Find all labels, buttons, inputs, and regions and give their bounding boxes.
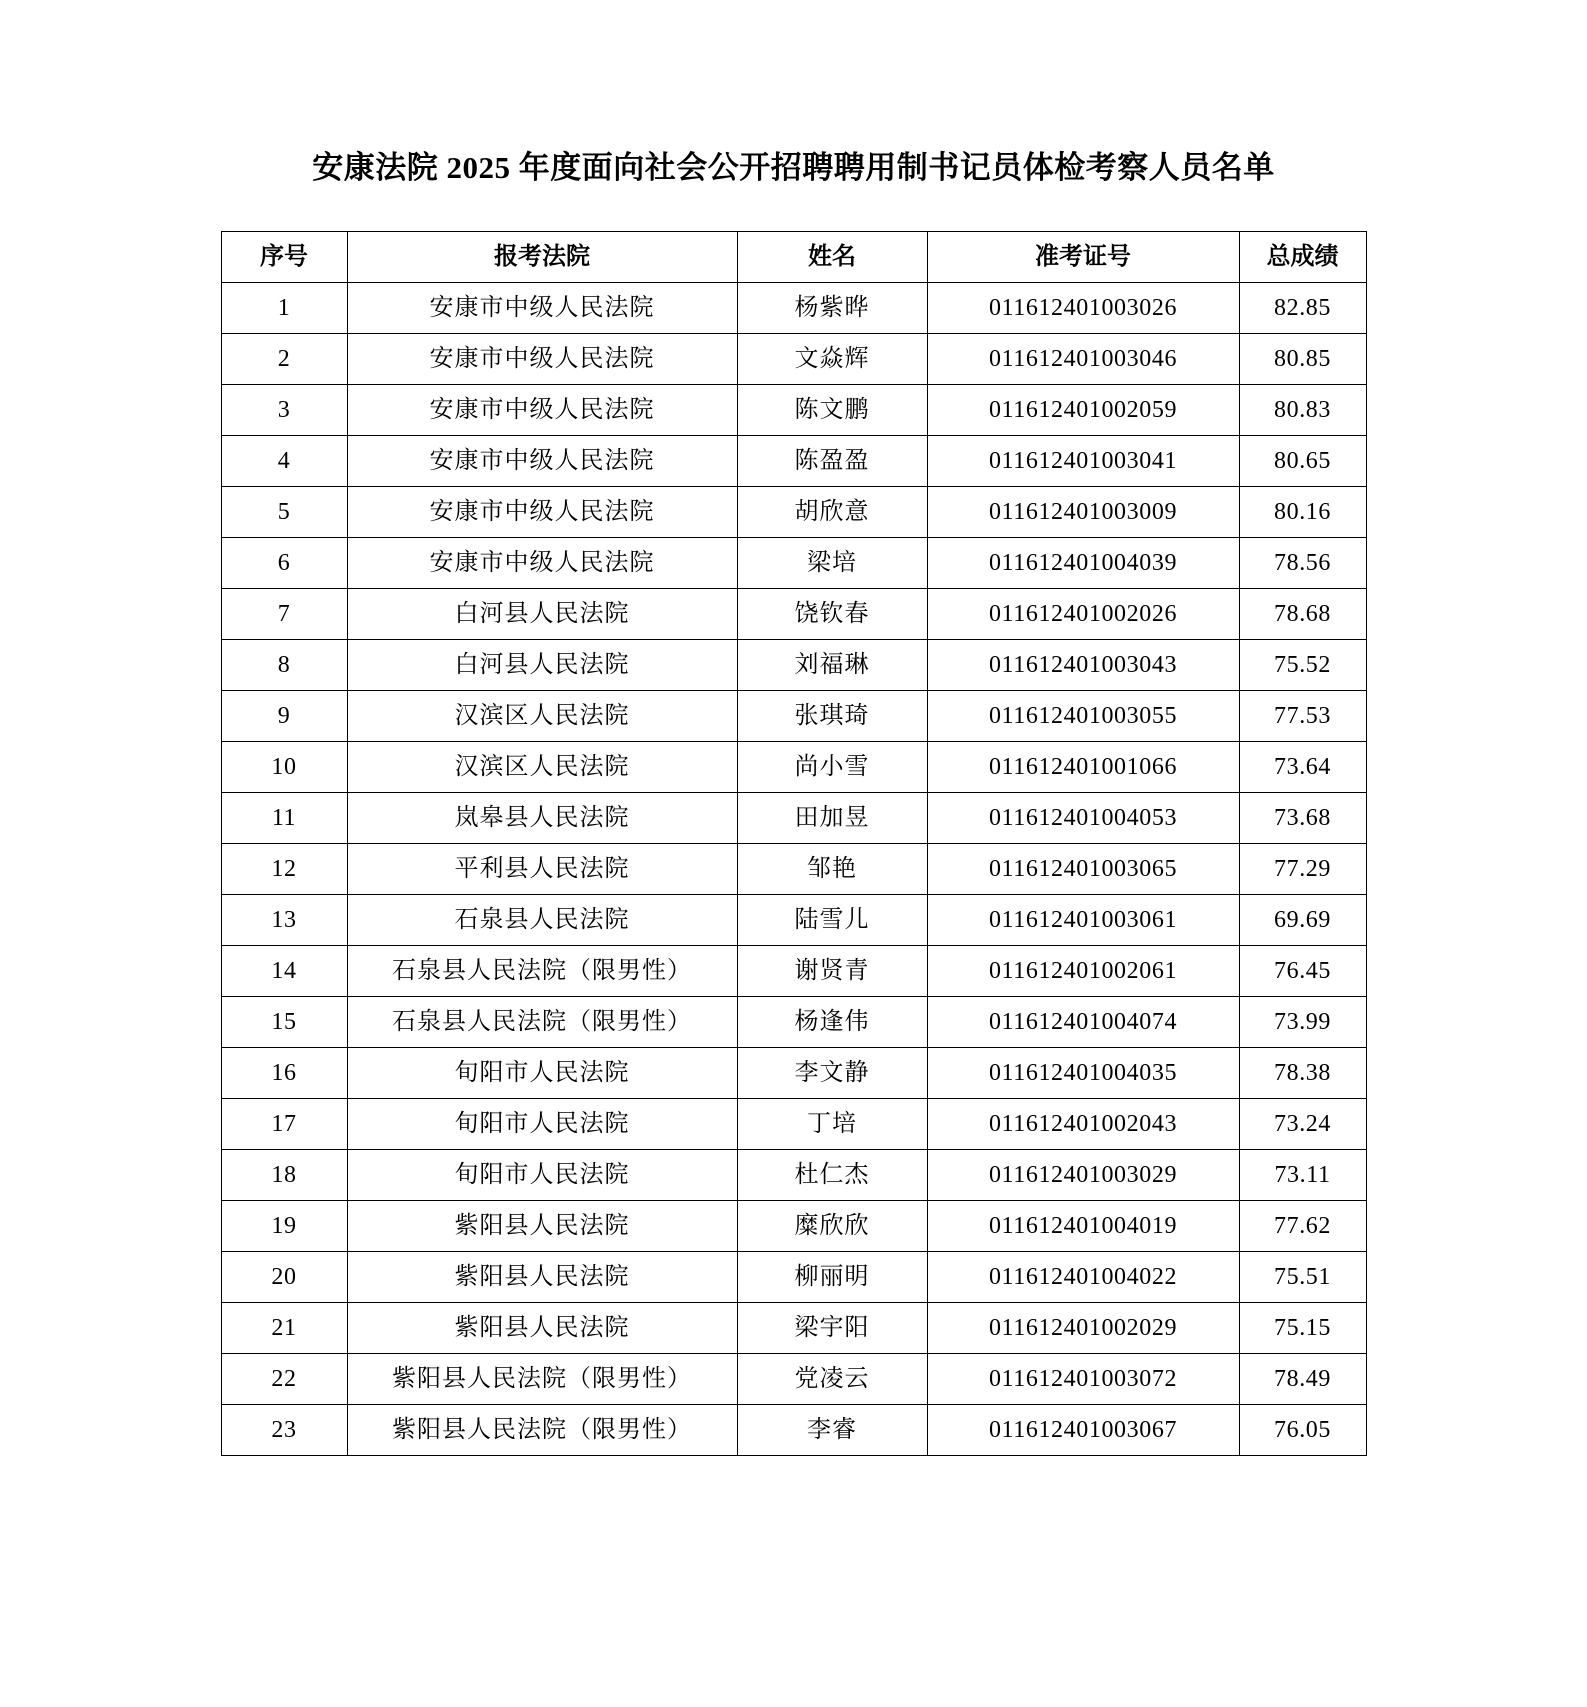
cell-name: 柳丽明 xyxy=(737,1252,927,1303)
cell-name: 丁培 xyxy=(737,1099,927,1150)
cell-court: 白河县人民法院 xyxy=(347,589,737,640)
cell-index: 14 xyxy=(221,946,347,997)
cell-score: 80.83 xyxy=(1239,385,1366,436)
table-row xyxy=(221,793,1366,844)
table-row xyxy=(221,283,1366,334)
cell-court: 紫阳县人民法院 xyxy=(347,1252,737,1303)
cell-ticket: 011612401003065 xyxy=(927,844,1239,895)
cell-score: 73.68 xyxy=(1239,793,1366,844)
cell-ticket: 011612401003055 xyxy=(927,691,1239,742)
cell-index: 17 xyxy=(221,1099,347,1150)
cell-ticket: 011612401003046 xyxy=(927,334,1239,385)
cell-court: 平利县人民法院 xyxy=(347,844,737,895)
cell-index: 6 xyxy=(221,538,347,589)
cell-court: 岚皋县人民法院 xyxy=(347,793,737,844)
cell-name: 杨紫晔 xyxy=(737,283,927,334)
cell-ticket: 011612401004074 xyxy=(927,997,1239,1048)
cell-score: 77.62 xyxy=(1239,1201,1366,1252)
table-row xyxy=(221,895,1366,946)
table-body xyxy=(221,283,1366,1456)
table-row xyxy=(221,997,1366,1048)
cell-ticket: 011612401003061 xyxy=(927,895,1239,946)
cell-ticket: 011612401003009 xyxy=(927,487,1239,538)
cell-name: 陈盈盈 xyxy=(737,436,927,487)
cell-score: 73.99 xyxy=(1239,997,1366,1048)
cell-index: 18 xyxy=(221,1150,347,1201)
cell-index: 16 xyxy=(221,1048,347,1099)
cell-name: 杨逢伟 xyxy=(737,997,927,1048)
table-row xyxy=(221,742,1366,793)
cell-court: 安康市中级人民法院 xyxy=(347,538,737,589)
cell-score: 77.29 xyxy=(1239,844,1366,895)
cell-ticket: 011612401002059 xyxy=(927,385,1239,436)
table-row xyxy=(221,640,1366,691)
cell-court: 汉滨区人民法院 xyxy=(347,691,737,742)
cell-name: 张琪琦 xyxy=(737,691,927,742)
cell-ticket: 011612401002029 xyxy=(927,1303,1239,1354)
roster-table xyxy=(221,231,1367,1456)
table-row xyxy=(221,436,1366,487)
cell-score: 80.85 xyxy=(1239,334,1366,385)
cell-name: 李睿 xyxy=(737,1405,927,1456)
cell-name: 杜仁杰 xyxy=(737,1150,927,1201)
table-row xyxy=(221,1354,1366,1405)
cell-ticket: 011612401004039 xyxy=(927,538,1239,589)
table-header-row xyxy=(221,232,1366,283)
cell-ticket: 011612401001066 xyxy=(927,742,1239,793)
cell-court: 石泉县人民法院（限男性） xyxy=(347,946,737,997)
table-row xyxy=(221,844,1366,895)
cell-score: 77.53 xyxy=(1239,691,1366,742)
table-row xyxy=(221,1252,1366,1303)
table-row xyxy=(221,946,1366,997)
cell-ticket: 011612401004019 xyxy=(927,1201,1239,1252)
cell-ticket: 011612401003041 xyxy=(927,436,1239,487)
cell-score: 78.38 xyxy=(1239,1048,1366,1099)
cell-court: 紫阳县人民法院（限男性） xyxy=(347,1405,737,1456)
cell-ticket: 011612401002043 xyxy=(927,1099,1239,1150)
cell-index: 7 xyxy=(221,589,347,640)
cell-score: 82.85 xyxy=(1239,283,1366,334)
cell-index: 2 xyxy=(221,334,347,385)
cell-name: 胡欣意 xyxy=(737,487,927,538)
cell-index: 10 xyxy=(221,742,347,793)
cell-name: 李文静 xyxy=(737,1048,927,1099)
cell-index: 11 xyxy=(221,793,347,844)
cell-index: 9 xyxy=(221,691,347,742)
cell-court: 旬阳市人民法院 xyxy=(347,1150,737,1201)
cell-court: 石泉县人民法院 xyxy=(347,895,737,946)
cell-court: 紫阳县人民法院 xyxy=(347,1303,737,1354)
cell-index: 21 xyxy=(221,1303,347,1354)
cell-ticket: 011612401002026 xyxy=(927,589,1239,640)
table-row xyxy=(221,1201,1366,1252)
cell-score: 73.11 xyxy=(1239,1150,1366,1201)
cell-index: 13 xyxy=(221,895,347,946)
cell-court: 安康市中级人民法院 xyxy=(347,283,737,334)
table-row xyxy=(221,1303,1366,1354)
cell-score: 69.69 xyxy=(1239,895,1366,946)
cell-ticket: 011612401003043 xyxy=(927,640,1239,691)
cell-name: 陈文鹏 xyxy=(737,385,927,436)
table-row xyxy=(221,538,1366,589)
cell-score: 75.15 xyxy=(1239,1303,1366,1354)
cell-index: 4 xyxy=(221,436,347,487)
cell-ticket: 011612401003072 xyxy=(927,1354,1239,1405)
cell-name: 文焱辉 xyxy=(737,334,927,385)
cell-index: 5 xyxy=(221,487,347,538)
cell-ticket: 011612401004053 xyxy=(927,793,1239,844)
cell-name: 尚小雪 xyxy=(737,742,927,793)
cell-name: 刘福琳 xyxy=(737,640,927,691)
cell-court: 安康市中级人民法院 xyxy=(347,436,737,487)
column-header-name: 姓名 xyxy=(737,232,927,283)
cell-court: 石泉县人民法院（限男性） xyxy=(347,997,737,1048)
column-header-ticket: 准考证号 xyxy=(927,232,1239,283)
table-row xyxy=(221,487,1366,538)
table-row xyxy=(221,385,1366,436)
cell-court: 安康市中级人民法院 xyxy=(347,487,737,538)
cell-score: 76.05 xyxy=(1239,1405,1366,1456)
cell-court: 安康市中级人民法院 xyxy=(347,334,737,385)
roster-table-container xyxy=(0,231,1587,1456)
cell-index: 8 xyxy=(221,640,347,691)
cell-score: 80.65 xyxy=(1239,436,1366,487)
cell-index: 23 xyxy=(221,1405,347,1456)
cell-score: 78.49 xyxy=(1239,1354,1366,1405)
page-title: 安康法院 2025 年度面向社会公开招聘聘用制书记员体检考察人员名单 xyxy=(312,150,1275,185)
table-row xyxy=(221,691,1366,742)
cell-ticket: 011612401004022 xyxy=(927,1252,1239,1303)
cell-score: 73.64 xyxy=(1239,742,1366,793)
column-header-court: 报考法院 xyxy=(347,232,737,283)
cell-index: 3 xyxy=(221,385,347,436)
cell-court: 旬阳市人民法院 xyxy=(347,1099,737,1150)
cell-court: 旬阳市人民法院 xyxy=(347,1048,737,1099)
table-row xyxy=(221,1099,1366,1150)
cell-ticket: 011612401004035 xyxy=(927,1048,1239,1099)
table-row xyxy=(221,589,1366,640)
cell-score: 76.45 xyxy=(1239,946,1366,997)
table-row xyxy=(221,1150,1366,1201)
cell-score: 75.51 xyxy=(1239,1252,1366,1303)
cell-score: 78.56 xyxy=(1239,538,1366,589)
cell-court: 紫阳县人民法院（限男性） xyxy=(347,1354,737,1405)
cell-score: 73.24 xyxy=(1239,1099,1366,1150)
cell-name: 糜欣欣 xyxy=(737,1201,927,1252)
cell-index: 19 xyxy=(221,1201,347,1252)
cell-name: 陆雪儿 xyxy=(737,895,927,946)
cell-score: 75.52 xyxy=(1239,640,1366,691)
table-row xyxy=(221,1048,1366,1099)
cell-ticket: 011612401003067 xyxy=(927,1405,1239,1456)
cell-score: 80.16 xyxy=(1239,487,1366,538)
table-row xyxy=(221,1405,1366,1456)
cell-name: 邹艳 xyxy=(737,844,927,895)
cell-ticket: 011612401003029 xyxy=(927,1150,1239,1201)
column-header-score: 总成绩 xyxy=(1239,232,1366,283)
cell-name: 党凌云 xyxy=(737,1354,927,1405)
cell-ticket: 011612401003026 xyxy=(927,283,1239,334)
cell-ticket: 011612401002061 xyxy=(927,946,1239,997)
table-row xyxy=(221,334,1366,385)
cell-score: 78.68 xyxy=(1239,589,1366,640)
cell-name: 田加昱 xyxy=(737,793,927,844)
cell-name: 梁培 xyxy=(737,538,927,589)
column-header-index: 序号 xyxy=(221,232,347,283)
cell-court: 白河县人民法院 xyxy=(347,640,737,691)
cell-index: 1 xyxy=(221,283,347,334)
cell-index: 20 xyxy=(221,1252,347,1303)
cell-index: 15 xyxy=(221,997,347,1048)
cell-court: 汉滨区人民法院 xyxy=(347,742,737,793)
cell-name: 谢贤青 xyxy=(737,946,927,997)
cell-index: 12 xyxy=(221,844,347,895)
cell-name: 梁宇阳 xyxy=(737,1303,927,1354)
cell-court: 紫阳县人民法院 xyxy=(347,1201,737,1252)
cell-index: 22 xyxy=(221,1354,347,1405)
table-header xyxy=(221,232,1366,283)
cell-court: 安康市中级人民法院 xyxy=(347,385,737,436)
cell-name: 饶钦春 xyxy=(737,589,927,640)
